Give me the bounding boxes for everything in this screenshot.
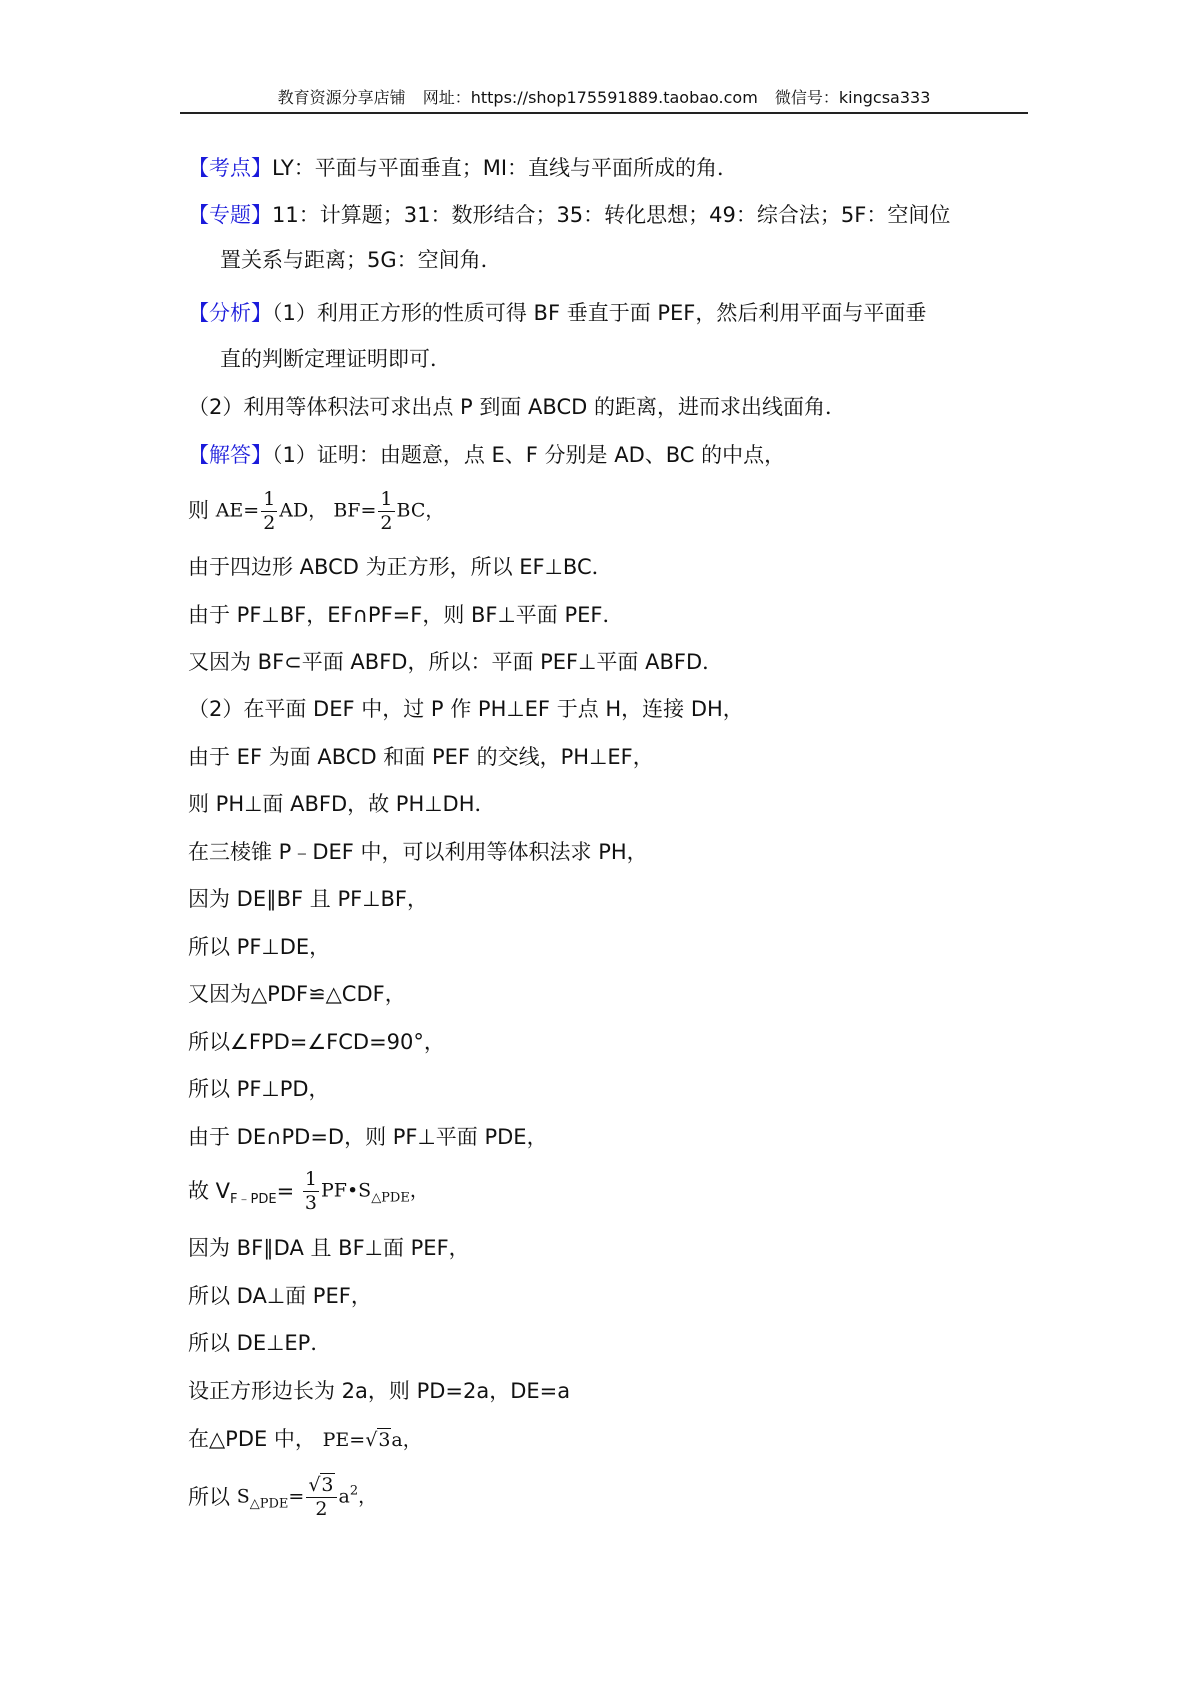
solution-text: 由于四边形 ABCD 为正方形，所以 EF⊥BC． (188, 555, 613, 579)
solution-text: 由于 EF 为面 ABCD 和面 PEF 的交线，PH⊥EF， (188, 745, 654, 769)
solution-line (188, 694, 744, 724)
solution-text: 又因为△PDF≌△CDF， (188, 982, 406, 1006)
sqrt-three-numerator (308, 1476, 334, 1495)
jieda-line-1 (188, 440, 785, 470)
kaodian-text: LY：平面与平面垂直；MI：直线与平面所成的角． (272, 156, 739, 180)
formula-4 (188, 1476, 377, 1520)
formula-2-body: PF•S (320, 1179, 372, 1202)
header-rule (180, 112, 1028, 114)
formula-1-bc: BC (396, 499, 426, 522)
formula-1-end: ， (425, 499, 445, 522)
zhuanti-text-1: 11：计算题；31：数形结合；35：转化思想；49：综合法；5F：空间位 (272, 203, 951, 227)
solution-text: 由于 PF⊥BF，EF∩PF=F，则 BF⊥平面 PEF． (188, 603, 624, 627)
solution-line (188, 837, 648, 867)
solution-line (188, 789, 496, 819)
solution-line (188, 884, 428, 914)
formula-3 (188, 1424, 422, 1455)
solution-text: 所以∠FPD=∠FCD=90°， (188, 1030, 445, 1054)
formula-1-prefix: 则 (188, 498, 209, 523)
page-header (180, 84, 1028, 112)
solution-text: 设正方形边长为 2a，则 PD=2a，DE=a (188, 1379, 571, 1403)
fenxi-line-1 (188, 298, 926, 328)
fraction-numerator: 1 (304, 1168, 317, 1190)
header-url: 网址：https://shop175591889.taobao.com (422, 88, 758, 107)
formula-1-ad: AD (279, 499, 309, 522)
fraction-denominator: 2 (380, 512, 393, 534)
solution-line (188, 552, 613, 582)
fraction-denominator: 2 (315, 1498, 328, 1520)
fenxi-text-2: 直的判断定理证明即可． (220, 347, 451, 371)
solution-text: 所以 DE⊥EP． (188, 1331, 332, 1355)
kaodian-line (188, 153, 738, 183)
fraction-denominator: 3 (304, 1192, 317, 1214)
solution-line (188, 1074, 330, 1104)
solution-text: 在三棱锥 P﹣DEF 中，可以利用等体积法求 PH， (188, 840, 648, 864)
solution-line (188, 1376, 570, 1406)
formula-2-eq: = (276, 1178, 295, 1203)
radicand: 3 (321, 1474, 334, 1496)
solution-text: 所以 PF⊥DE， (188, 935, 331, 959)
fraction-numerator: 1 (380, 488, 393, 510)
formula-4-s: S (236, 1485, 250, 1508)
zhuanti-line-2 (220, 245, 502, 275)
header-wechat: 微信号：kingcsa333 (774, 88, 931, 107)
formula-4-math (237, 1476, 377, 1520)
solution-line (188, 932, 330, 962)
fraction-half-2 (378, 490, 394, 533)
header-shop: 教育资源分享店铺 (277, 88, 406, 107)
solution-text: 所以 PF⊥PD， (188, 1077, 330, 1101)
jieda-first: （1）证明：由题意，点 E、F 分别是 AD、BC 的中点， (272, 443, 786, 467)
radical-sign: √ (365, 1429, 378, 1451)
formula-3-suffix: a， (391, 1429, 422, 1451)
radical-sign: √ (308, 1474, 321, 1496)
radicand: 3 (378, 1429, 391, 1451)
solution-line (188, 647, 723, 677)
formula-4-prefix: 所以 (188, 1484, 230, 1509)
formula-4-end: ， (358, 1485, 378, 1508)
solution-line (188, 1281, 372, 1311)
solution-line (188, 1027, 445, 1057)
fraction-half-1 (261, 490, 277, 533)
sqrt-three (365, 1425, 391, 1455)
formula-1-ae: AE= (215, 499, 260, 522)
solution-text: 则 PH⊥面 ABFD，故 PH⊥DH． (188, 792, 496, 816)
solution-text: 由于 DE∩PD=D，则 PF⊥平面 PDE， (188, 1125, 548, 1149)
jieda-tag: 【解答】 (188, 443, 272, 467)
formula-4-a: a (338, 1485, 350, 1508)
formula-4-sup: 2 (349, 1483, 359, 1499)
solution-text: 因为 DE∥BF 且 PF⊥BF， (188, 887, 428, 911)
kaodian-tag: 【考点】 (188, 156, 272, 180)
fraction-denominator: 2 (263, 512, 276, 534)
formula-2-math (301, 1170, 429, 1214)
solution-line (188, 1233, 470, 1263)
formula-3-pe: PE= (322, 1429, 366, 1451)
solution-text: 又因为 BF⊂平面 ABFD，所以：平面 PEF⊥平面 ABFD． (188, 650, 724, 674)
fenxi-line-2 (220, 344, 451, 374)
fraction-third (303, 1170, 319, 1213)
formula-3-prefix: 在△PDE 中， (188, 1427, 316, 1451)
solution-line (188, 1328, 331, 1358)
formula-2-sub: F﹣PDE (230, 1191, 277, 1207)
formula-2-sub2: △PDE (371, 1190, 410, 1206)
solution-line (188, 979, 406, 1009)
solution-line (188, 1122, 548, 1152)
formula-2 (188, 1170, 429, 1215)
fenxi-line-3 (188, 392, 846, 422)
formula-1-sep: ， (308, 499, 328, 522)
formula-1 (188, 490, 444, 533)
solution-line (188, 600, 623, 630)
zhuanti-line-1 (188, 200, 950, 230)
formula-3-math (323, 1425, 422, 1455)
fraction-sqrt3-over-2 (306, 1476, 336, 1519)
solution-text: （2）在平面 DEF 中，过 P 作 PH⊥EF 于点 H，连接 DH， (188, 697, 744, 721)
formula-2-prefix: 故 V (188, 1178, 231, 1203)
formula-2-end: ， (409, 1179, 429, 1202)
formula-1-math (216, 490, 445, 533)
zhuanti-tag: 【专题】 (188, 203, 272, 227)
formula-4-eq: = (288, 1485, 305, 1508)
fraction-numerator: 1 (263, 488, 276, 510)
formula-1-bf: BF= (333, 499, 377, 522)
solution-text: 因为 BF∥DA 且 BF⊥面 PEF， (188, 1236, 470, 1260)
formula-4-sub: △PDE (249, 1496, 289, 1512)
fraction-numerator (306, 1476, 336, 1498)
fenxi-text-1: （1）利用正方形的性质可得 BF 垂直于面 PEF，然后利用平面与平面垂 (272, 301, 927, 325)
fenxi-tag: 【分析】 (188, 301, 272, 325)
solution-text: 所以 DA⊥面 PEF， (188, 1284, 372, 1308)
zhuanti-text-2: 置关系与距离；5G：空间角． (220, 248, 502, 272)
fenxi-text-3: （2）利用等体积法可求出点 P 到面 ABCD 的距离，进而求出线面角． (188, 395, 846, 419)
solution-line (188, 742, 654, 772)
